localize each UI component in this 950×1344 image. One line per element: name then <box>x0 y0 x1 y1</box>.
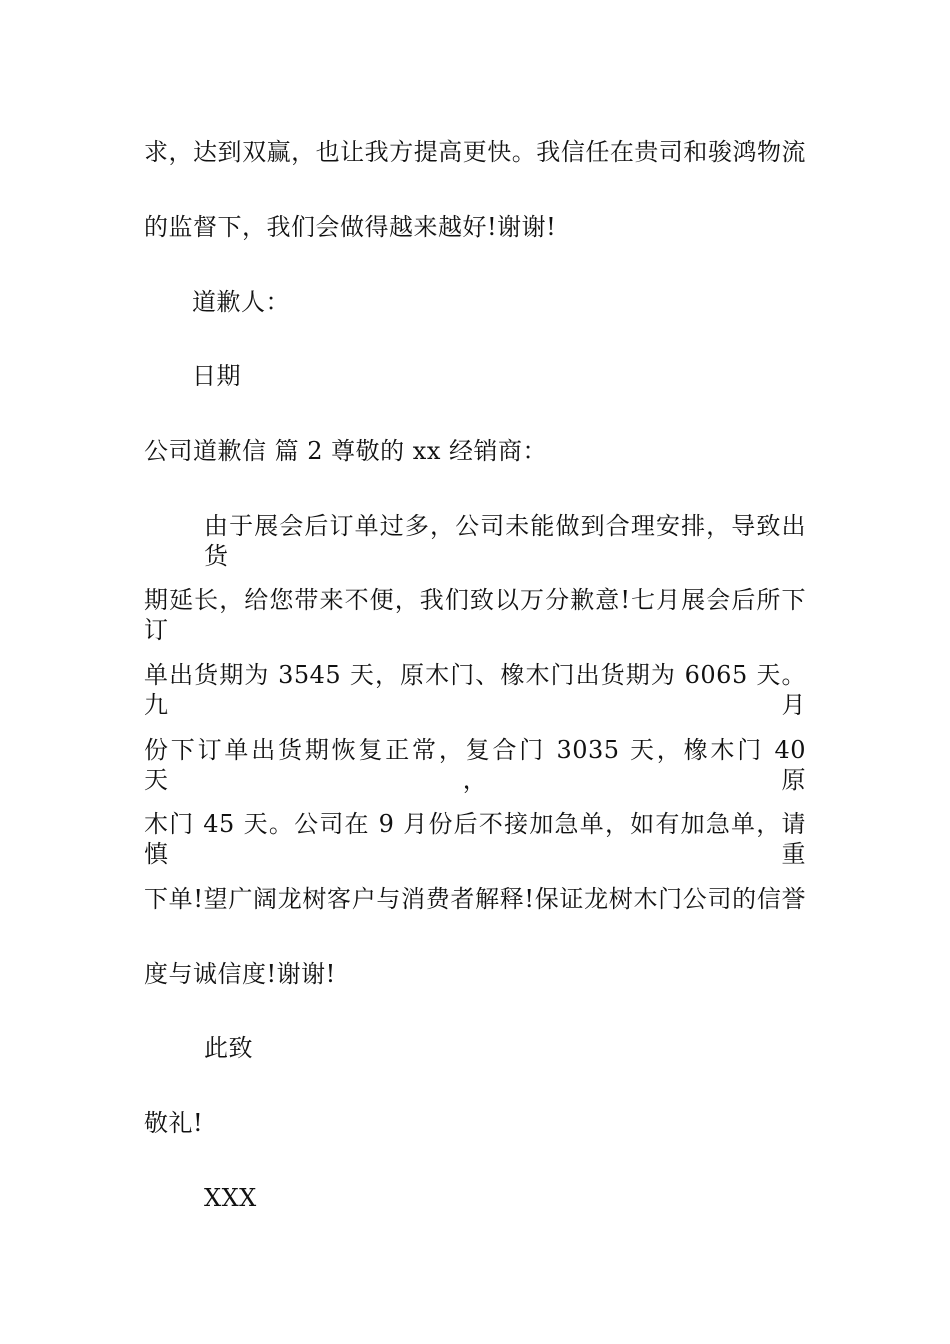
body-line-1: 由于展会后订单过多，公司未能做到合理安排，导致出货 <box>204 512 806 570</box>
body-line-2: 期延长，给您带来不便，我们致以万分歉意!七月展会后所下订 <box>144 586 806 644</box>
text-line-1: 求，达到双赢，也让我方提高更快。我信任在贵司和骏鸿物流 <box>144 138 806 166</box>
signatory-label: 道歉人： <box>192 288 290 316</box>
body-line-7: 度与诚信度!谢谢! <box>144 960 336 988</box>
signature: XXX <box>204 1184 257 1212</box>
closing-regards: 敬礼! <box>144 1109 204 1137</box>
closing-salutation: 此致 <box>204 1034 253 1062</box>
date-label: 日期 <box>192 362 241 390</box>
body-line-5: 木门 45 天。公司在 9 月份后不接加急单，如有加急单，请慎重 <box>144 810 806 868</box>
body-line-4: 份下订单出货期恢复正常，复合门 3035 天，橡木门 40 天，原 <box>144 736 806 794</box>
text-line-2: 的监督下，我们会做得越来越好!谢谢! <box>144 213 557 241</box>
letter-heading: 公司道歉信 篇 2 尊敬的 xx 经销商： <box>144 437 547 465</box>
body-line-6: 下单!望广阔龙树客户与消费者解释!保证龙树木门公司的信誉 <box>144 885 806 913</box>
body-line-3: 单出货期为 3545 天，原木门、橡木门出货期为 6065 天。九月 <box>144 661 806 719</box>
